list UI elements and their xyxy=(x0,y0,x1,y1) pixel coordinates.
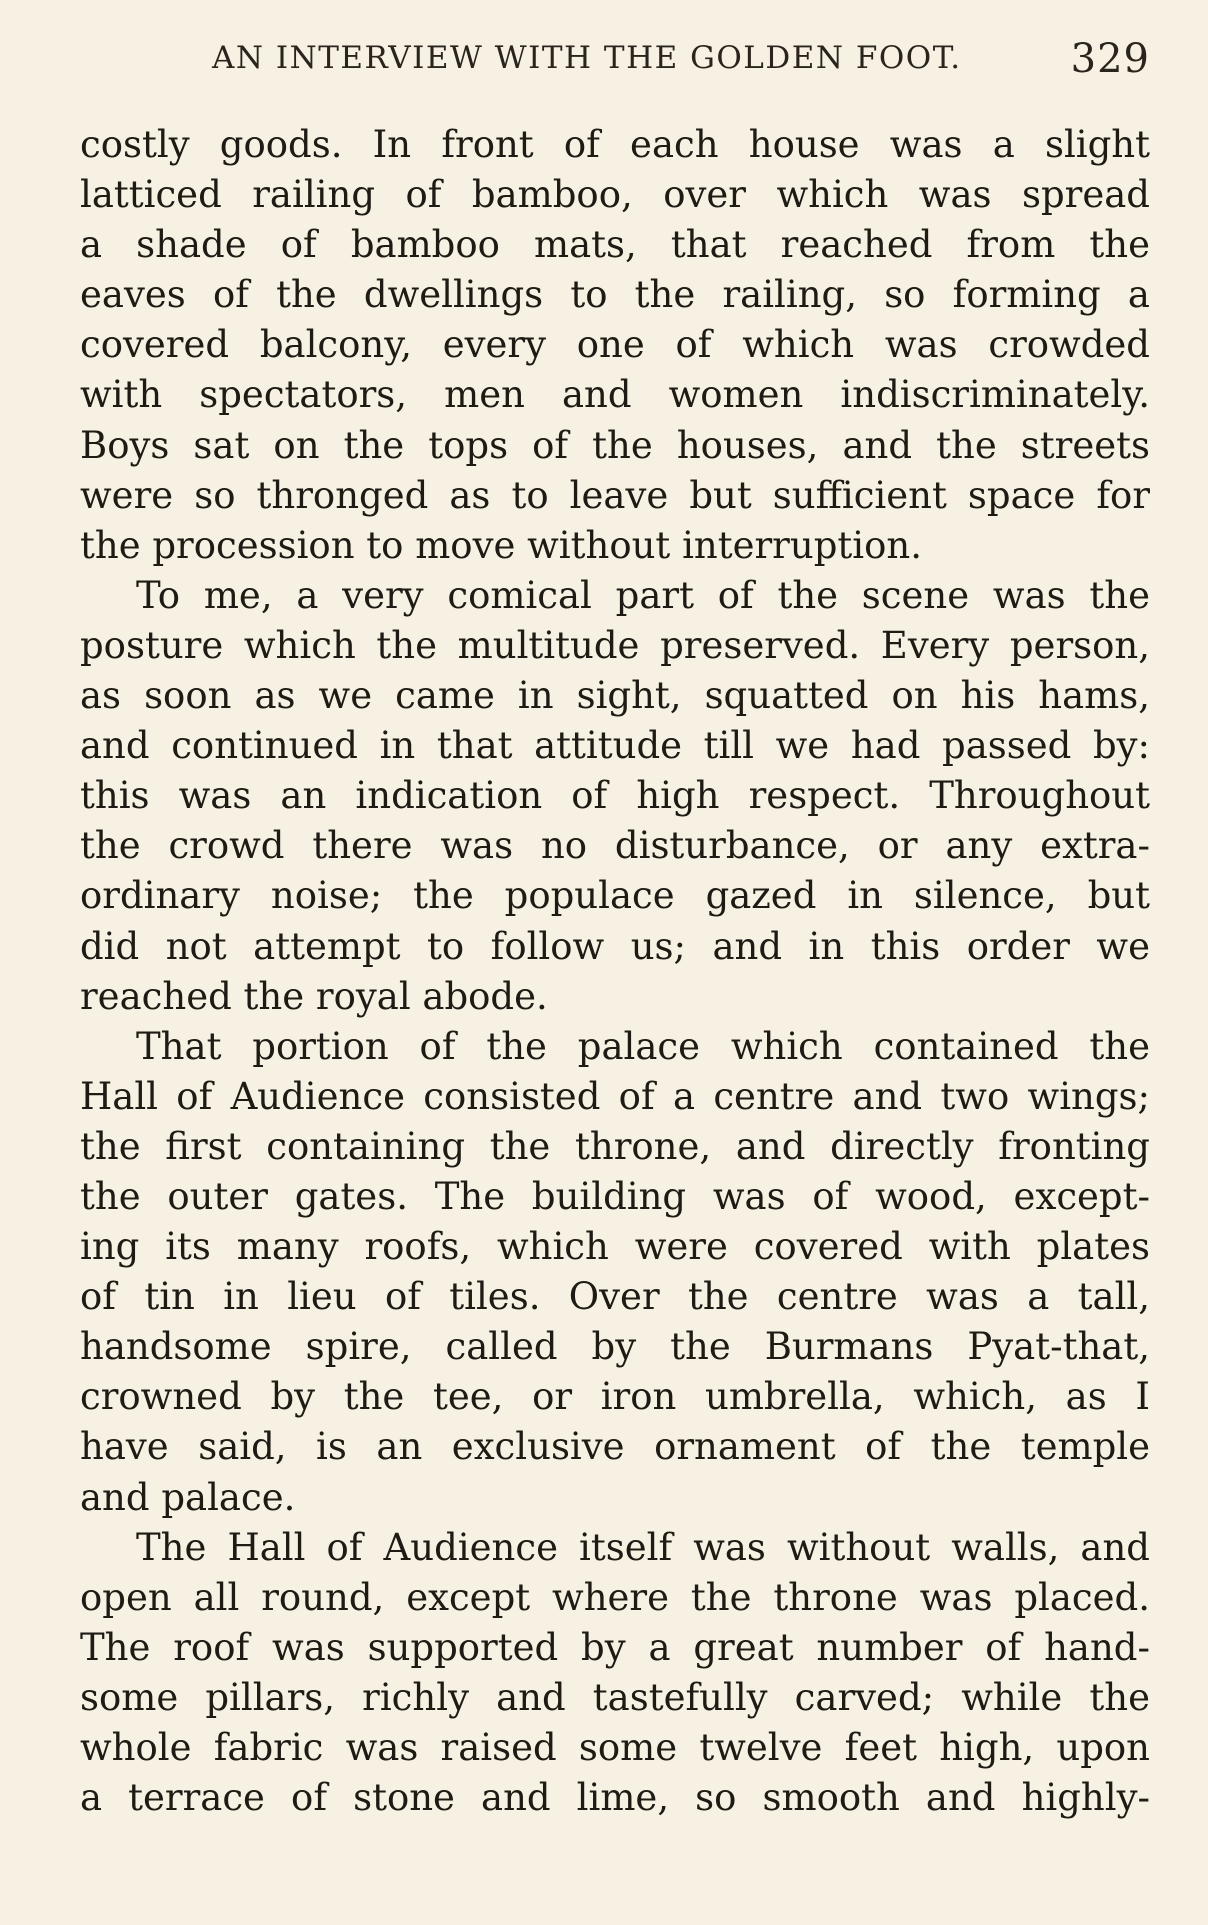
text-line: handsome spire, called by the Burmans Pyat-that, xyxy=(80,1325,1150,1369)
text-line: of tin in lieu of tiles. Over the centre was a tall, xyxy=(80,1275,1150,1319)
text-line: did not attempt to follow us; and in this order we xyxy=(80,924,1150,968)
paragraph xyxy=(80,571,1150,1022)
text-line: reached the royal abode. xyxy=(80,974,548,1018)
text-line: were so thronged as to leave but sufficient space for xyxy=(80,473,1150,517)
text-line: the outer gates. The building was of wood, except- xyxy=(80,1174,1150,1218)
text-line: the procession to move without interruption. xyxy=(80,523,922,567)
text-line: ing its many roofs, which were covered with plates xyxy=(80,1225,1150,1269)
text-line: latticed railing of bamboo, over which was spread xyxy=(80,173,1150,217)
running-head xyxy=(96,36,1150,86)
text-line: costly goods. In front of each house was a slight xyxy=(80,123,1150,166)
text-line: have said, is an exclusive ornament of the temple xyxy=(80,1425,1150,1469)
text-line: and continued in that attitude till we had passed by: xyxy=(80,724,1150,768)
paragraph xyxy=(80,1022,1150,1523)
text-line: some pillars, richly and tastefully carved; while the xyxy=(80,1675,1150,1719)
text-line: the first containing the throne, and directly fronting xyxy=(80,1124,1150,1168)
text-line: Hall of Audience consisted of a centre and two wings; xyxy=(80,1074,1150,1118)
text-line: posture which the multitude preserved. Every person, xyxy=(80,623,1150,667)
text-line: the crowd there was no disturbance, or any extra- xyxy=(80,824,1150,868)
text-line: The Hall of Audience itself was without walls, and xyxy=(136,1525,1150,1569)
text-line: and palace. xyxy=(80,1475,296,1519)
text-line: whole fabric was raised some twelve feet high, upon xyxy=(80,1726,1150,1769)
paragraph xyxy=(80,1523,1150,1824)
text-line: That portion of the palace which contained the xyxy=(136,1024,1150,1068)
text-line: ordinary noise; the populace gazed in silence, but xyxy=(80,874,1150,918)
text-line: The roof was supported by a great number of hand- xyxy=(80,1625,1150,1669)
text-line: crowned by the tee, or iron umbrella, which, as I xyxy=(80,1375,1150,1419)
text-line: a shade of bamboo mats, that reached from the xyxy=(80,223,1150,267)
running-title: AN INTERVIEW WITH THE GOLDEN FOOT. xyxy=(212,40,962,76)
text-line: with spectators, men and women indiscriminately. xyxy=(80,373,1150,417)
page-number: 329 xyxy=(1070,36,1150,82)
text-line: To me, a very comical part of the scene was the xyxy=(136,573,1150,617)
body-text xyxy=(80,120,1150,1823)
text-line: this was an indication of high respect. Throughout xyxy=(80,774,1150,818)
text-line: as soon as we came in sight, squatted on his hams, xyxy=(80,674,1150,718)
text-line: eaves of the dwellings to the railing, so forming a xyxy=(80,273,1150,317)
text-line: covered balcony, every one of which was crowded xyxy=(80,323,1150,367)
text-line: a terrace of stone and lime, so smooth and highly- xyxy=(80,1776,1150,1820)
paragraph xyxy=(80,120,1150,571)
text-line: Boys sat on the tops of the houses, and the streets xyxy=(80,423,1150,467)
text-line: open all round, except where the throne was placed. xyxy=(80,1575,1150,1619)
